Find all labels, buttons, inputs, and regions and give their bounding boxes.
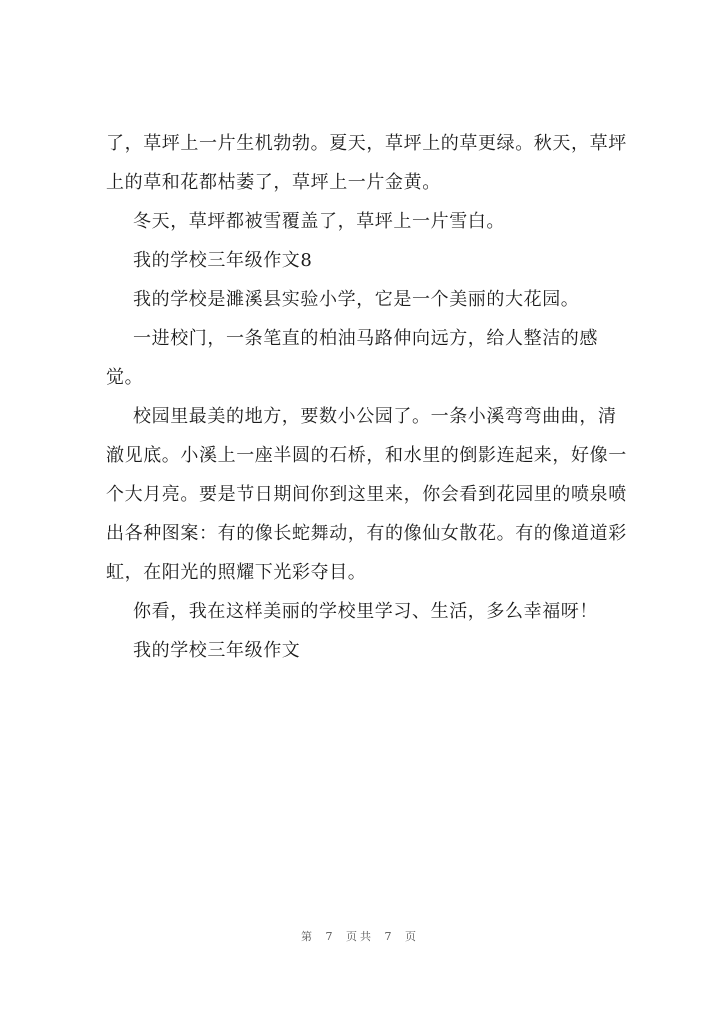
current-page-number: 7 (325, 930, 336, 943)
paragraph-line: 个大月亮。要是节日期间你到这里来，你会看到花园里的喷泉喷 (106, 484, 627, 505)
paragraph-line: 你看，我在这样美丽的学校里学习、生活，多么幸福呀！ (133, 601, 598, 622)
paragraph-line: 觉。 (106, 367, 144, 388)
section-heading: 我的学校三年级作文 (133, 640, 301, 661)
page-footer (0, 928, 720, 944)
paragraph-line: 我的学校是濉溪县实验小学，它是一个美丽的大花园。 (133, 289, 580, 310)
paragraph-line: 上的草和花都枯萎了，草坪上一片金黄。 (106, 172, 441, 193)
page-label-mid: 页共 (346, 930, 374, 943)
total-pages-number: 7 (384, 930, 395, 943)
page-label-suffix: 页 (405, 930, 419, 943)
paragraph-line: 一进校门，一条笔直的柏油马路伸向远方，给人整洁的感 (133, 328, 598, 349)
paragraph-line: 澈见底。小溪上一座半圆的石桥，和水里的倒影连起来，好像一 (106, 445, 627, 466)
paragraph-line: 虹，在阳光的照耀下光彩夺目。 (106, 562, 367, 583)
paragraph-line: 冬天，草坪都被雪覆盖了，草坪上一片雪白。 (133, 211, 505, 232)
paragraph-line: 了，草坪上一片生机勃勃。夏天，草坪上的草更绿。秋天，草坪 (106, 133, 627, 154)
section-heading: 我的学校三年级作文8 (133, 250, 313, 271)
page-label-prefix: 第 (301, 930, 315, 943)
paragraph-line: 出各种图案：有的像长蛇舞动，有的像仙女散花。有的像道道彩 (106, 523, 627, 544)
paragraph-line: 校园里最美的地方，要数小公园了。一条小溪弯弯曲曲，清 (133, 406, 617, 427)
